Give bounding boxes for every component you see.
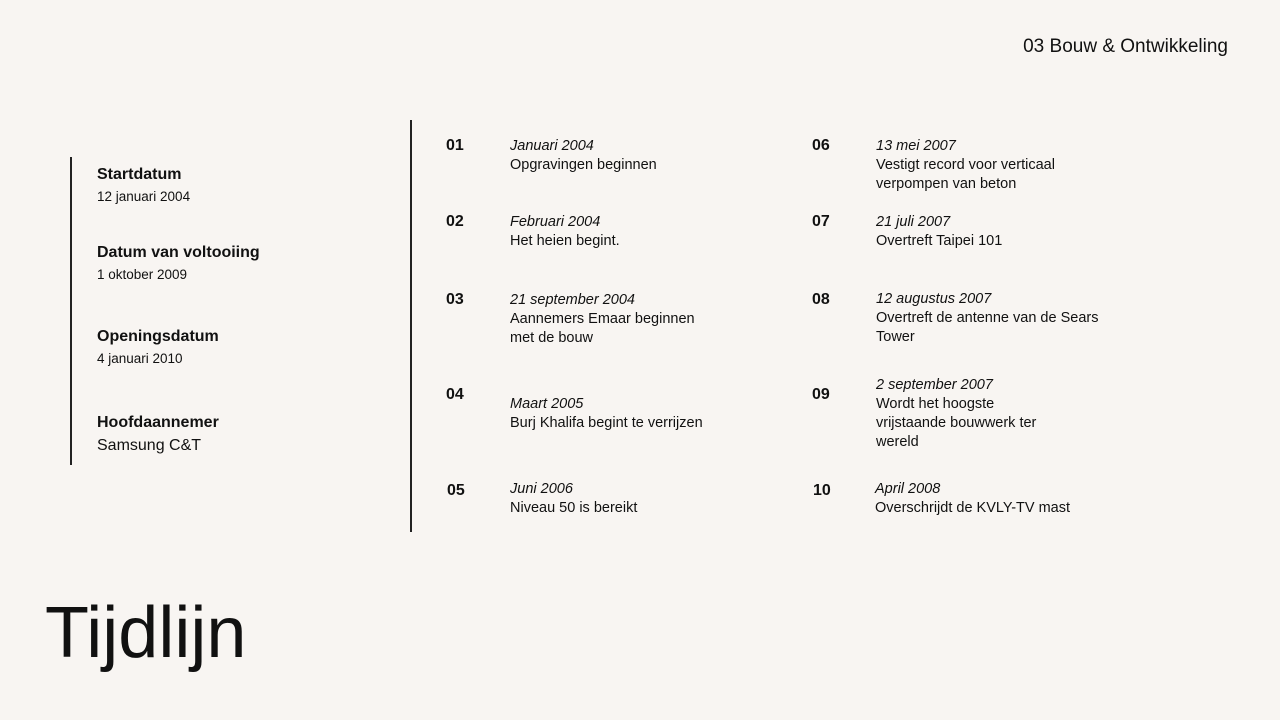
event-date: 21 september 2004 <box>510 292 635 308</box>
section-label: 03 Bouw & Ontwikkeling <box>1023 36 1228 57</box>
event-number: 08 <box>812 291 830 308</box>
timeline-event <box>876 376 1056 452</box>
event-number: 02 <box>446 213 464 230</box>
fact-label: Datum van voltooiing <box>97 244 260 261</box>
timeline-event <box>510 480 750 518</box>
event-date: April 2008 <box>875 481 941 497</box>
timeline-divider <box>410 120 412 532</box>
fact-start-date <box>97 166 190 204</box>
event-text: Opgravingen beginnen <box>510 157 657 173</box>
facts-divider <box>70 157 72 465</box>
fact-label: Openingsdatum <box>97 328 219 345</box>
event-text: Overtreft de antenne van de Sears Tower <box>876 310 1099 345</box>
event-date: Maart 2005 <box>510 396 584 412</box>
event-text: Het heien begint. <box>510 233 620 249</box>
event-number: 04 <box>446 386 464 403</box>
fact-value: 1 oktober 2009 <box>97 267 188 282</box>
fact-value: Samsung C&T <box>97 437 202 454</box>
event-number: 03 <box>446 291 464 308</box>
event-text: Burj Khalifa begint te verrijzen <box>510 415 703 431</box>
event-number: 01 <box>446 137 464 154</box>
timeline-event <box>510 395 750 433</box>
event-text: Overtreft Taipei 101 <box>876 233 1003 249</box>
timeline-event <box>510 291 710 348</box>
event-text: Wordt het hoogste vrijstaande bouwwerk ter wereld <box>876 396 1037 450</box>
timeline-event <box>876 137 1076 194</box>
event-date: 12 augustus 2007 <box>876 291 992 307</box>
fact-label: Startdatum <box>97 166 182 183</box>
event-text: Aannemers Emaar beginnen met de bouw <box>510 311 695 346</box>
event-text: Vestigt record voor verticaal verpompen van beton <box>876 157 1055 192</box>
fact-label: Hoofdaannemer <box>97 414 219 431</box>
event-date: 13 mei 2007 <box>876 138 956 154</box>
event-number: 07 <box>812 213 830 230</box>
fact-value: 12 januari 2004 <box>97 189 191 204</box>
timeline-event <box>876 213 1116 251</box>
event-text: Overschrijdt de KVLY-TV mast <box>875 500 1071 516</box>
page-title: Tijdlijn <box>45 593 247 673</box>
timeline-event <box>510 213 750 251</box>
event-number: 05 <box>447 482 465 499</box>
event-number: 10 <box>813 482 831 499</box>
fact-opening-date <box>97 328 219 366</box>
event-number: 09 <box>812 386 830 403</box>
event-date: Januari 2004 <box>510 138 594 154</box>
event-text: Niveau 50 is bereikt <box>510 500 638 516</box>
fact-main-contractor <box>97 414 219 455</box>
event-date: 2 september 2007 <box>876 377 993 393</box>
fact-completion-date <box>97 244 260 282</box>
fact-value: 4 januari 2010 <box>97 351 183 366</box>
event-date: 21 juli 2007 <box>876 214 951 230</box>
event-date: Februari 2004 <box>510 214 601 230</box>
event-date: Juni 2006 <box>510 481 573 497</box>
timeline-event <box>875 480 1115 518</box>
event-number: 06 <box>812 137 830 154</box>
timeline-event <box>510 137 750 175</box>
timeline-event <box>876 290 1111 347</box>
